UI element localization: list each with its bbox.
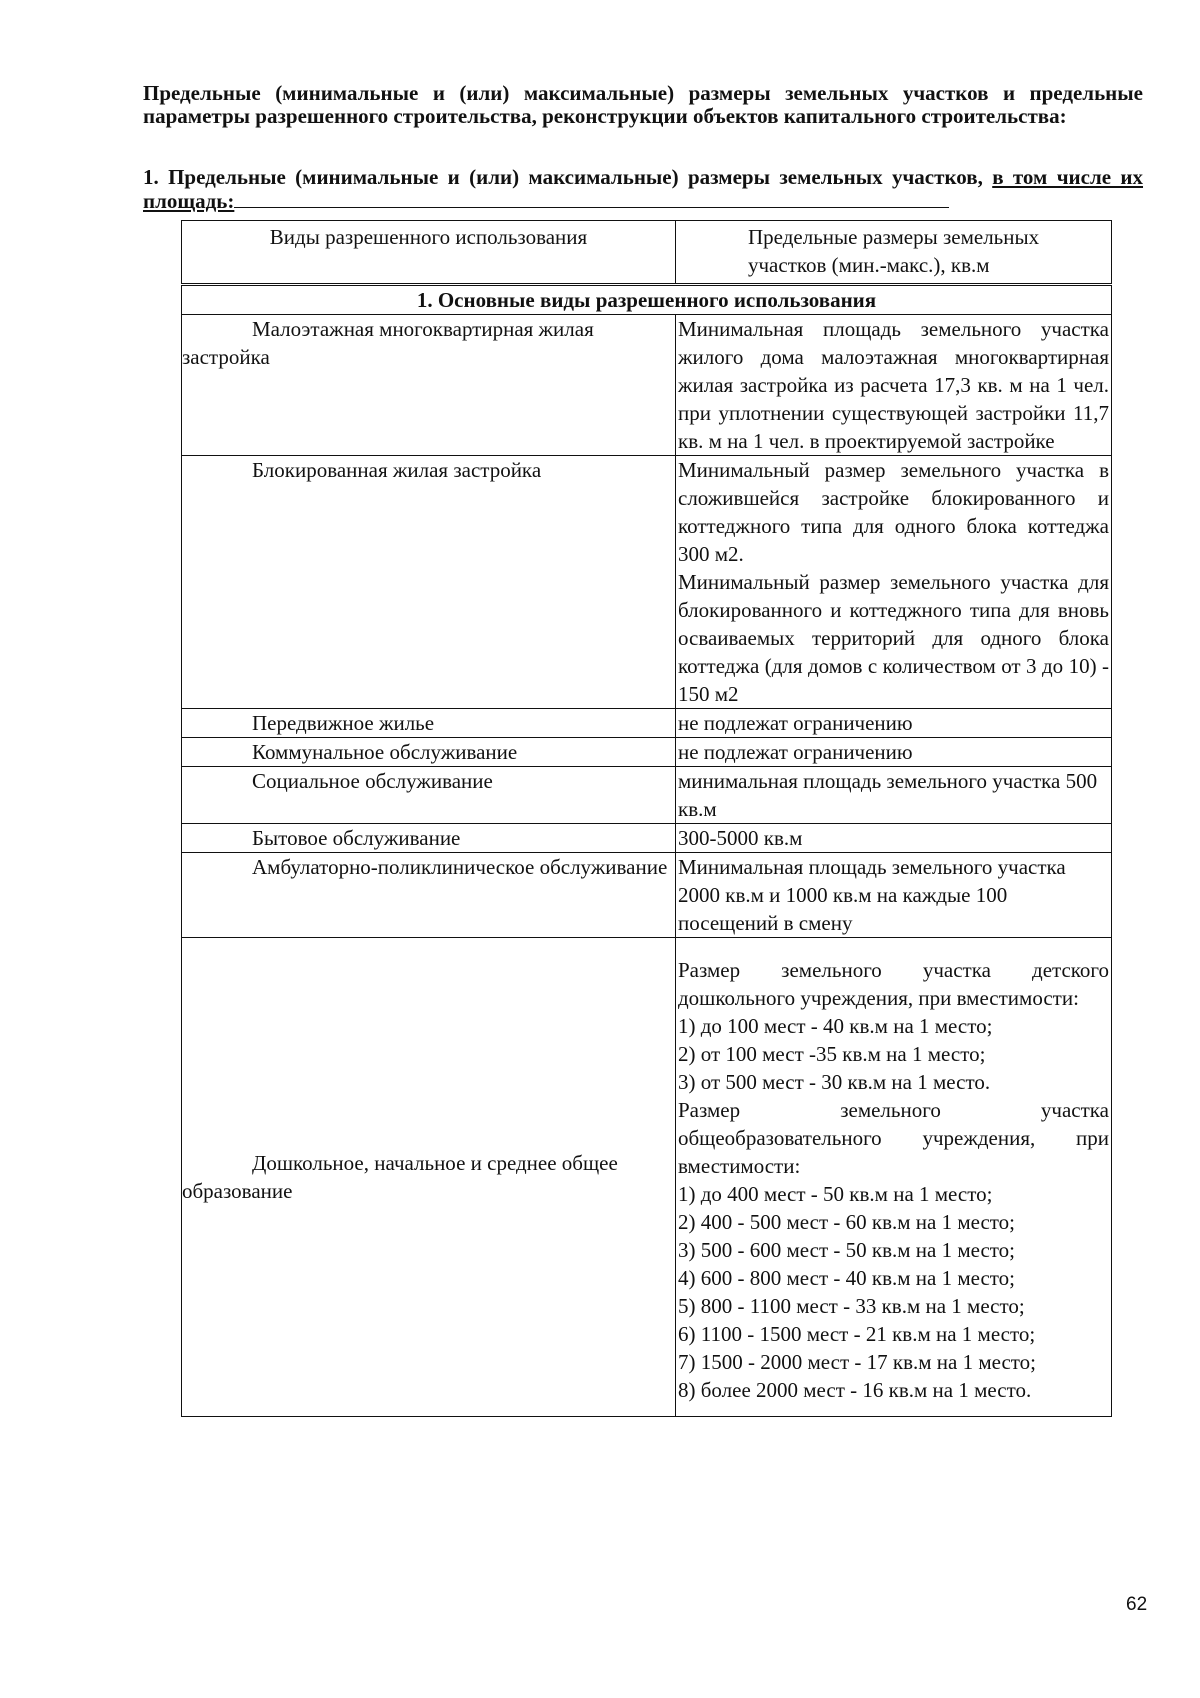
section-title: 1. Основные виды разрешенного использования: [182, 285, 1112, 315]
row-kind: Дошкольное, начальное и среднее общее образование: [182, 938, 676, 1417]
row-value-paragraph: Минимальный размер земельного участка для блокированного и коттеджного типа для вновь осваиваемых территорий для одного блока коттеджа (для домов с количеством от 3 до 10) - 150 м2: [678, 570, 1109, 706]
row-kind: Социальное обслуживание: [182, 767, 676, 824]
row-value: Минимальная площадь земельного участка 2000 кв.м и 1000 кв.м на каждые 100 посещений в смену: [676, 853, 1112, 938]
school-intro: Размер земельного участка общеобразовательного учреждения, при вместимости:: [678, 1098, 1109, 1178]
table-row: [182, 938, 1112, 1417]
row-value: 300-5000 кв.м: [676, 824, 1112, 853]
row-kind: Бытовое обслуживание: [182, 824, 676, 853]
preschool-intro: Размер земельного участка детского дошкольного учреждения, при вместимости:: [678, 958, 1109, 1010]
underline-rule: [234, 189, 949, 208]
table-row: [182, 709, 1112, 738]
section-heading-underlined: в том числе их площадь:: [143, 165, 1144, 213]
preschool-list: [678, 1012, 1109, 1096]
table-row: [182, 767, 1112, 824]
row-value: не подлежат ограничению: [676, 738, 1112, 767]
list-item: 6) 1100 - 1500 мест - 21 кв.м на 1 место;: [678, 1322, 1036, 1346]
school-list: [678, 1180, 1109, 1404]
row-value: [676, 938, 1112, 1417]
table-row: [182, 824, 1112, 853]
row-kind: Коммунальное обслуживание: [182, 738, 676, 767]
column-header-kinds: Виды разрешенного использования: [182, 221, 676, 285]
page-number: 62: [1126, 1594, 1148, 1615]
section-heading: [143, 166, 1143, 213]
table-header-row: [182, 221, 1112, 285]
list-item: 7) 1500 - 2000 мест - 17 кв.м на 1 место;: [678, 1350, 1037, 1374]
table-row: [182, 456, 1112, 709]
list-item: 1) до 100 мест - 40 кв.м на 1 место;: [678, 1014, 993, 1038]
row-kind: Передвижное жилье: [182, 709, 676, 738]
document-heading: [143, 82, 1143, 128]
list-item: 4) 600 - 800 мест - 40 кв.м на 1 место;: [678, 1266, 1016, 1290]
row-value-paragraph: Минимальный размер земельного участка в сложившейся застройке блокированного и коттеджного типа для одного блока коттеджа 300 м2.: [678, 458, 1109, 566]
row-value: не подлежат ограничению: [676, 709, 1112, 738]
row-value: Минимальная площадь земельного участка жилого дома малоэтажная многоквартирная жилая застройка из расчета 17,3 кв. м на 1 чел. при уплотнении существующей застройки 11,7 кв. м на 1 чел. в проектируемой застройке: [676, 315, 1112, 456]
list-item: 3) 500 - 600 мест - 50 кв.м на 1 место;: [678, 1238, 1016, 1262]
list-item: 8) более 2000 мест - 16 кв.м на 1 место.: [678, 1378, 1032, 1402]
list-item: 3) от 500 мест - 30 кв.м на 1 место.: [678, 1070, 991, 1094]
heading-title: Предельные (минимальные и (или) максимальные) размеры земельных участков и предельные параметры разрешенного строительства, реконструкции объектов капитального строительства:: [143, 81, 1143, 128]
row-value: [676, 456, 1112, 709]
table-row: [182, 738, 1112, 767]
row-kind: Амбулаторно-поликлиническое обслуживание: [182, 853, 676, 938]
parameters-table: [181, 220, 1112, 1417]
list-item: 2) 400 - 500 мест - 60 кв.м на 1 место;: [678, 1210, 1016, 1234]
section-row: [182, 285, 1112, 315]
list-item: 2) от 100 мест -35 кв.м на 1 место;: [678, 1042, 986, 1066]
table-row: [182, 853, 1112, 938]
row-kind: Блокированная жилая застройка: [182, 456, 676, 709]
column-header-sizes: Предельные размеры земельных участков (мин.-макс.), кв.м: [676, 221, 1112, 285]
list-item: 1) до 400 мест - 50 кв.м на 1 место;: [678, 1182, 993, 1206]
row-kind: Малоэтажная многоквартирная жилая застройка: [182, 315, 676, 456]
row-value: минимальная площадь земельного участка 500 кв.м: [676, 767, 1112, 824]
section-heading-main: 1. Предельные (минимальные и (или) максимальные) размеры земельных участков,: [143, 165, 983, 189]
table-row: [182, 315, 1112, 456]
list-item: 5) 800 - 1100 мест - 33 кв.м на 1 место;: [678, 1294, 1025, 1318]
